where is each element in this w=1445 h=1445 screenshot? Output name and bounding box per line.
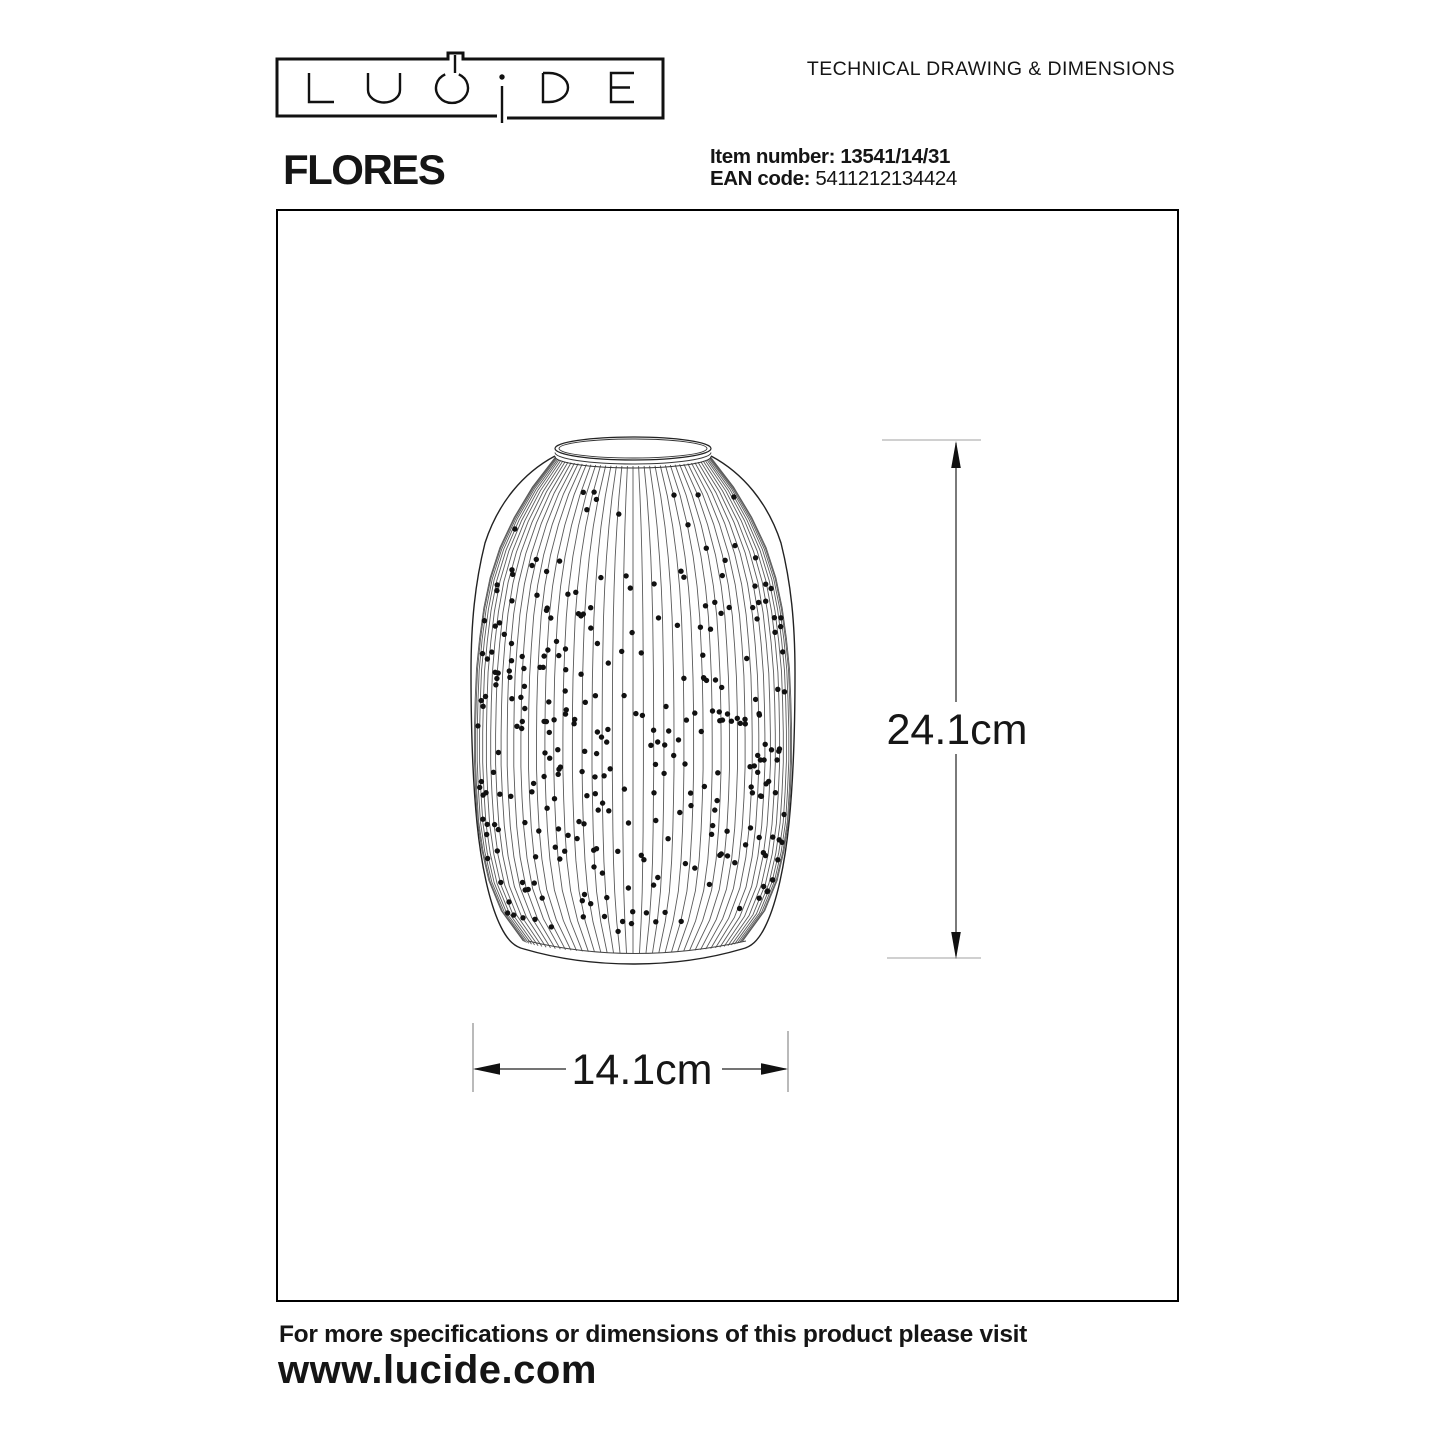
height-dimension (882, 440, 1028, 959)
arrow-left-icon (473, 1063, 500, 1075)
product-codes (710, 146, 957, 189)
arrow-down-icon (951, 932, 961, 959)
item-number-label: Item number: (710, 145, 836, 168)
technical-drawing (276, 209, 1179, 1302)
ean-code-row (710, 168, 957, 190)
lamp-base-inner-arc (528, 941, 746, 954)
logo-i-dot (499, 74, 504, 79)
lamp-ribs (474, 457, 791, 953)
website-url: www.lucide.com (278, 1348, 597, 1392)
arrow-right-icon (761, 1063, 788, 1075)
ean-code-label: EAN code: (710, 166, 811, 190)
drawing-frame (276, 209, 1179, 1302)
width-dimension-label: 14.1cm (571, 1046, 713, 1094)
ean-code-value: 5411212134424 (815, 166, 957, 190)
lucide-logo (275, 50, 673, 128)
footer-note: For more specifications or dimensions of this product please visit (279, 1321, 1028, 1348)
logo-letters (309, 55, 634, 123)
item-number-value: 13541/14/31 (840, 145, 950, 168)
logo-frame (277, 53, 663, 118)
product-name: FLORES (283, 146, 445, 193)
lamp-drawing (471, 437, 795, 964)
width-dimension (473, 1023, 788, 1094)
arrow-up-icon (951, 441, 961, 468)
lamp-rim-outer (555, 437, 711, 460)
item-number-row (710, 146, 957, 168)
doc-type-title: TECHNICAL DRAWING & DIMENSIONS (806, 58, 1175, 80)
height-dimension-label: 24.1cm (886, 706, 1028, 754)
